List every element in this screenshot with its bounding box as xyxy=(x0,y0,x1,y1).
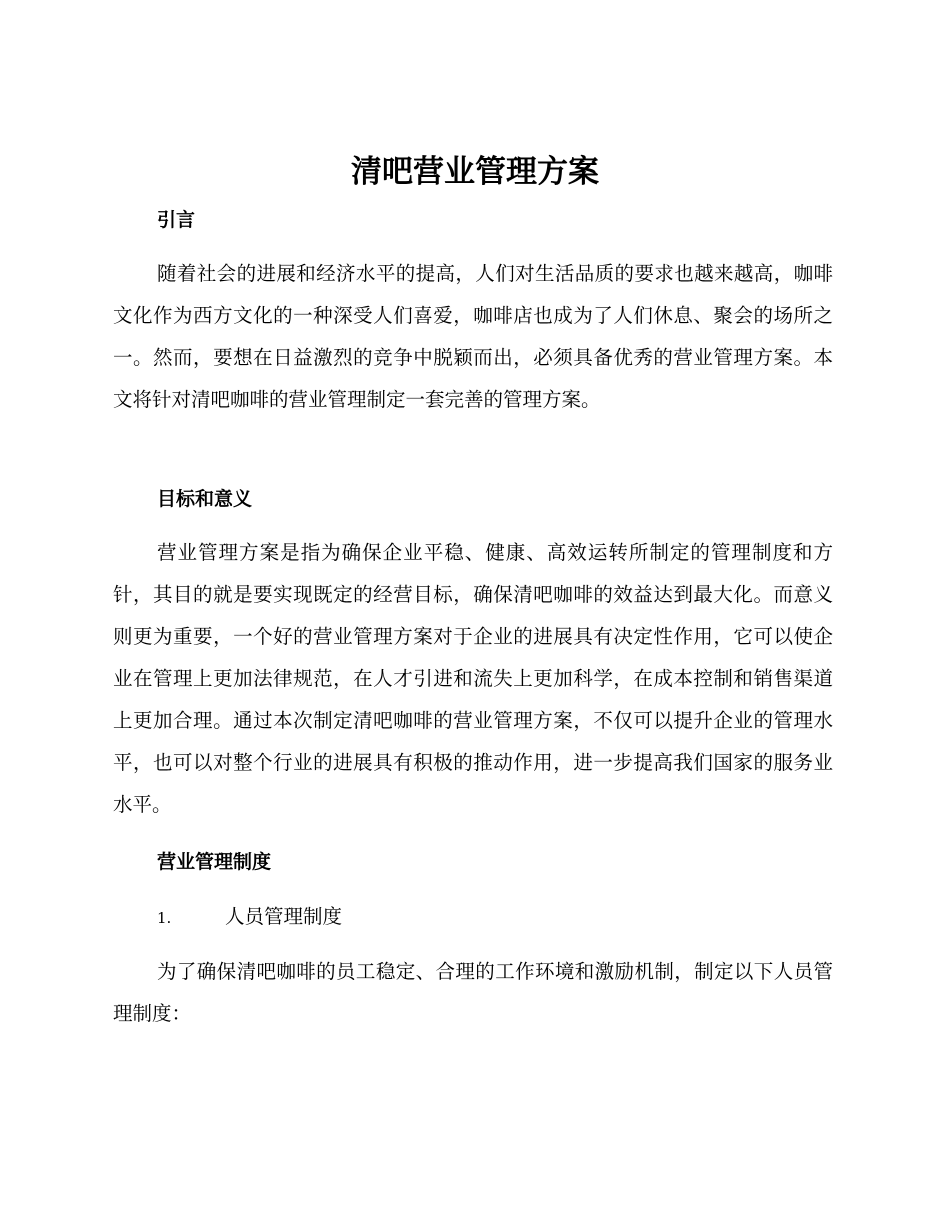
section-paragraph-personnel: 为了确保清吧咖啡的员工稳定、合理的工作环境和激励机制，制定以下人员管理制度： xyxy=(113,960,833,1025)
section-paragraph-goals: 营业管理方案是指为确保企业平稳、健康、高效运转所制定的管理制度和方针，其目的就是要实现既定的经营目标，确保清吧咖啡的效益达到最大化。而意义则更为重要，一个好的营业管理方案对于企业的进展具有决定性作用，它可以使企业在管理上更加法律规范，在人才引进和流失上更加科学，在成本控制和销售渠道上更加合理。通过本次制定清吧咖啡的营业管理方案，不仅可以提升企业的管理水平，也可以对整个行业的进展具有积极的推动作用，进一步提高我们国家的服务业水平。 xyxy=(113,541,833,816)
list-item-text: 人员管理制度 xyxy=(225,905,343,928)
list-item-number: 1. xyxy=(157,909,172,927)
section-heading-goals: 目标和意义 xyxy=(157,488,253,510)
section-heading-management-system: 营业管理制度 xyxy=(157,851,272,873)
section-paragraph-introduction: 随着社会的进展和经济水平的提高，人们对生活品质的要求也越来越高，咖啡文化作为西方文化的一种深受人们喜爱，咖啡店也成为了人们休息、聚会的场所之一。然而，要想在日益激烈的竞争中脱颖而出，必须具备优秀的营业管理方案。本文将针对清吧咖啡的营业管理制定一套完善的管理方案。 xyxy=(113,262,833,411)
document-title: 清吧营业管理方案 xyxy=(351,154,599,190)
section-heading-introduction: 引言 xyxy=(157,209,196,231)
list-item xyxy=(157,903,342,932)
